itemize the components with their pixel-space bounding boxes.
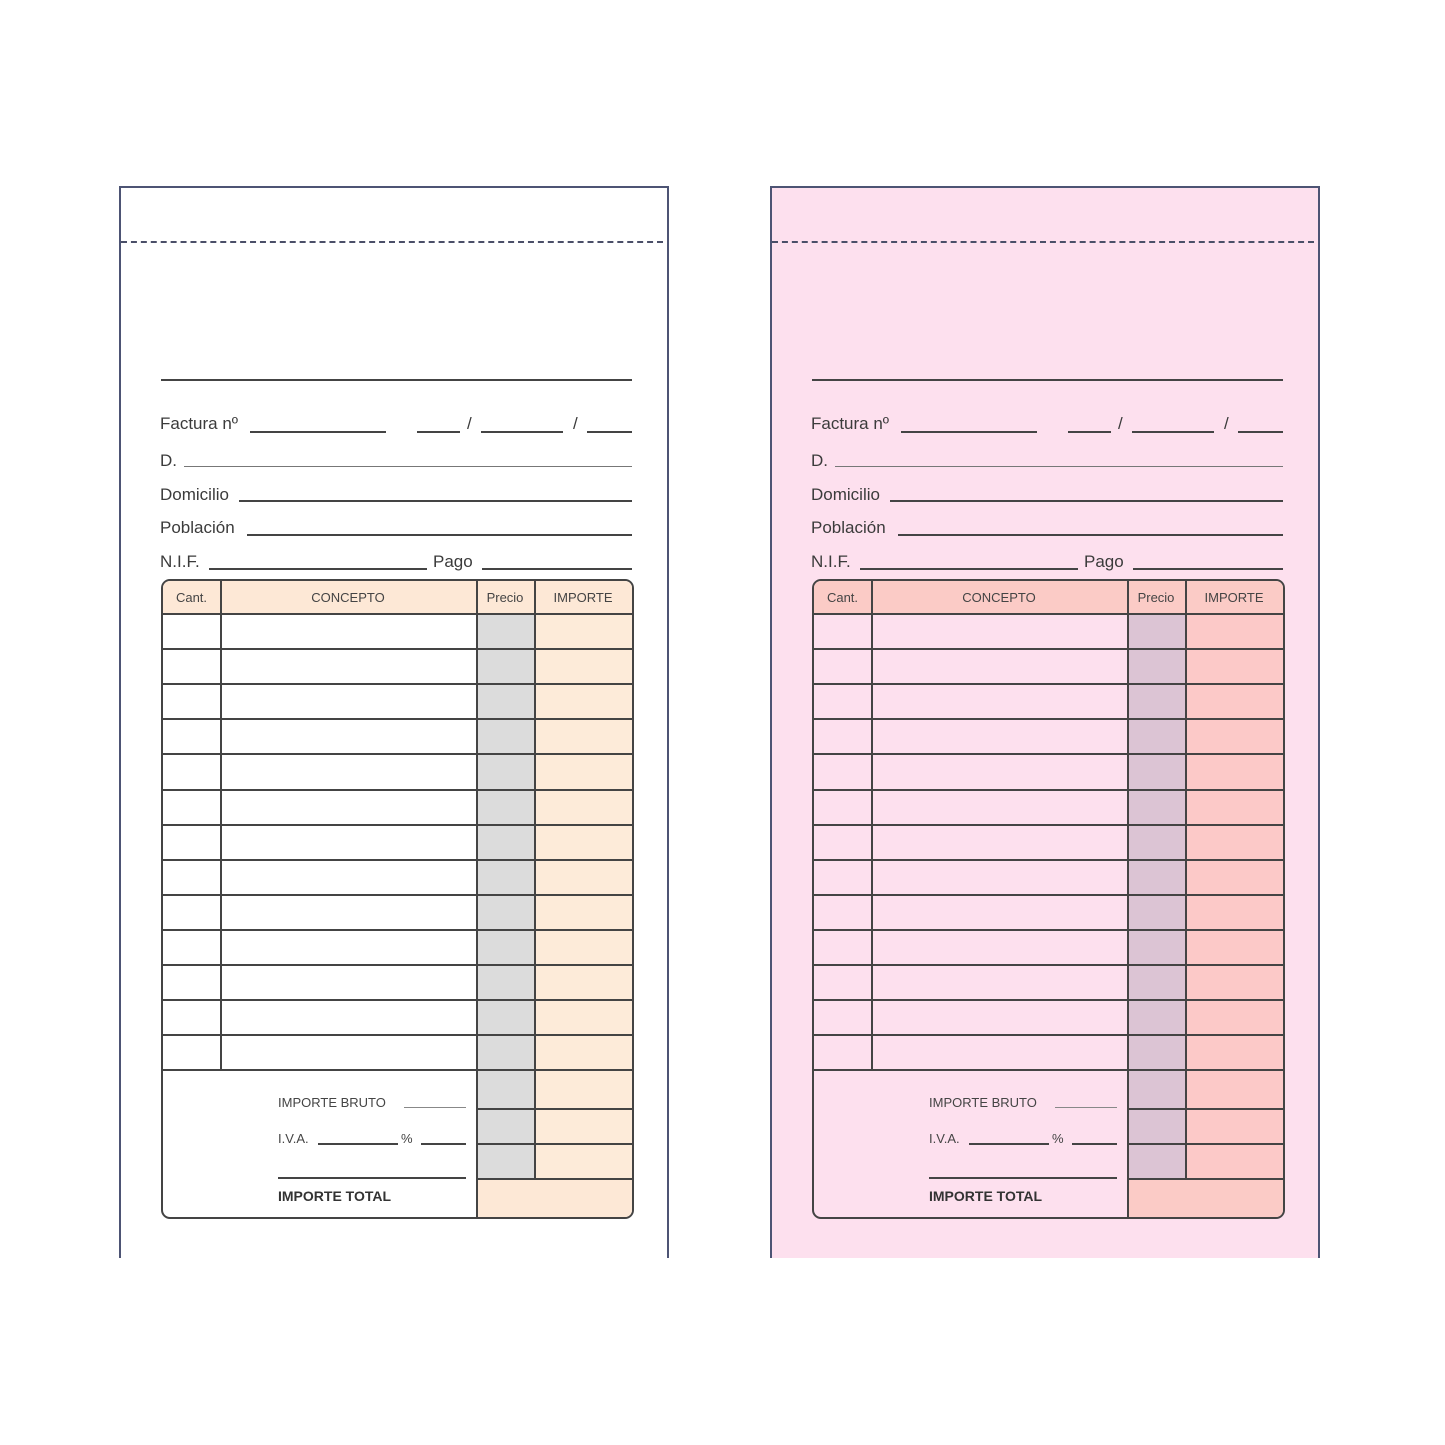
pago-field[interactable] — [1133, 568, 1283, 570]
table-row[interactable] — [163, 718, 632, 753]
iva-label: I.V.A. — [278, 1131, 309, 1146]
date-separator: / — [1224, 414, 1229, 433]
percent-label: % — [1052, 1131, 1064, 1146]
date-month-field[interactable] — [1132, 431, 1214, 433]
nif-field[interactable] — [860, 568, 1078, 570]
header-concepto: CONCEPTO — [311, 589, 385, 605]
poblacion-field[interactable] — [247, 534, 632, 536]
iva-rate-field[interactable] — [318, 1143, 398, 1145]
table-row[interactable] — [814, 929, 1283, 964]
iva-amount-line — [1072, 1143, 1117, 1145]
table-row[interactable] — [814, 683, 1283, 718]
domicilio-field[interactable] — [239, 500, 632, 502]
poblacion-label: Población — [811, 518, 886, 537]
table-row[interactable] — [814, 964, 1283, 999]
table-row[interactable] — [814, 824, 1283, 859]
domicilio-label: Domicilio — [160, 485, 229, 504]
factura-number-field[interactable] — [901, 431, 1037, 433]
table-row[interactable] — [163, 859, 632, 894]
header-cant: Cant. — [175, 589, 208, 605]
table-row[interactable] — [814, 1034, 1283, 1069]
perforation-line — [772, 241, 1314, 243]
total-rule — [929, 1177, 1117, 1179]
header-importe: IMPORTE — [553, 589, 613, 605]
domicilio-field[interactable] — [890, 500, 1283, 502]
date-year-field[interactable] — [1238, 431, 1283, 433]
perforation-line — [121, 241, 663, 243]
importe-bruto-line — [1055, 1107, 1117, 1108]
table-row[interactable] — [163, 753, 632, 788]
date-separator: / — [1118, 414, 1123, 433]
table-row[interactable] — [814, 613, 1283, 648]
factura-number-field[interactable] — [250, 431, 386, 433]
header-precio: Precio — [486, 589, 524, 605]
date-month-field[interactable] — [481, 431, 563, 433]
table-row-line — [163, 1069, 632, 1071]
importe-bruto-line — [404, 1107, 466, 1108]
percent-label: % — [401, 1131, 413, 1146]
table-row[interactable] — [814, 859, 1283, 894]
table-row-line — [814, 1069, 1283, 1071]
table-row[interactable] — [814, 789, 1283, 824]
iva-label: I.V.A. — [929, 1131, 960, 1146]
invoice-copy-pink — [770, 186, 1320, 1258]
summary-row-line — [476, 1108, 632, 1110]
summary-row-line — [1127, 1178, 1283, 1180]
date-separator: / — [573, 414, 578, 433]
importe-total-cell[interactable] — [476, 1178, 632, 1217]
date-day-field[interactable] — [417, 431, 460, 433]
table-row[interactable] — [163, 613, 632, 648]
header-precio: Precio — [1137, 589, 1175, 605]
summary-row-line — [1127, 1143, 1283, 1145]
summary-row-line — [476, 1143, 632, 1145]
table-row[interactable] — [163, 648, 632, 683]
pago-label: Pago — [1084, 552, 1124, 571]
importe-total-label: IMPORTE TOTAL — [929, 1188, 1043, 1204]
table-row[interactable] — [814, 648, 1283, 683]
iva-amount-line — [421, 1143, 466, 1145]
nif-label: N.I.F. — [160, 552, 200, 571]
summary-row-line — [476, 1178, 632, 1180]
summary-row-line — [1127, 1108, 1283, 1110]
invoice-copy-white — [119, 186, 669, 1258]
total-rule — [278, 1177, 466, 1179]
date-separator: / — [467, 414, 472, 433]
table-row[interactable] — [163, 683, 632, 718]
date-day-field[interactable] — [1068, 431, 1111, 433]
table-row[interactable] — [814, 718, 1283, 753]
factura-label: Factura nº — [160, 414, 239, 433]
items-table — [812, 579, 1285, 1219]
header-rule — [161, 379, 632, 381]
table-row[interactable] — [163, 824, 632, 859]
table-row[interactable] — [814, 753, 1283, 788]
date-year-field[interactable] — [587, 431, 632, 433]
table-row[interactable] — [163, 789, 632, 824]
items-table — [161, 579, 634, 1219]
poblacion-label: Población — [160, 518, 235, 537]
domicilio-label: Domicilio — [811, 485, 880, 504]
name-field[interactable] — [184, 466, 632, 467]
header-rule — [812, 379, 1283, 381]
header-concepto: CONCEPTO — [962, 589, 1036, 605]
nif-field[interactable] — [209, 568, 427, 570]
d-label: D. — [811, 451, 828, 470]
nif-label: N.I.F. — [811, 552, 851, 571]
table-row[interactable] — [163, 964, 632, 999]
importe-total-cell[interactable] — [1127, 1178, 1283, 1217]
table-row[interactable] — [814, 999, 1283, 1034]
factura-label: Factura nº — [811, 414, 890, 433]
table-row[interactable] — [163, 894, 632, 929]
poblacion-field[interactable] — [898, 534, 1283, 536]
importe-total-label: IMPORTE TOTAL — [278, 1188, 392, 1204]
table-row[interactable] — [163, 1034, 632, 1069]
iva-rate-field[interactable] — [969, 1143, 1049, 1145]
table-row[interactable] — [814, 894, 1283, 929]
header-importe: IMPORTE — [1204, 589, 1264, 605]
importe-bruto-label: IMPORTE BRUTO — [278, 1095, 386, 1110]
table-row[interactable] — [163, 999, 632, 1034]
pago-label: Pago — [433, 552, 473, 571]
pago-field[interactable] — [482, 568, 632, 570]
d-label: D. — [160, 451, 177, 470]
header-cant: Cant. — [826, 589, 859, 605]
importe-bruto-label: IMPORTE BRUTO — [929, 1095, 1037, 1110]
table-row[interactable] — [163, 929, 632, 964]
name-field[interactable] — [835, 466, 1283, 467]
